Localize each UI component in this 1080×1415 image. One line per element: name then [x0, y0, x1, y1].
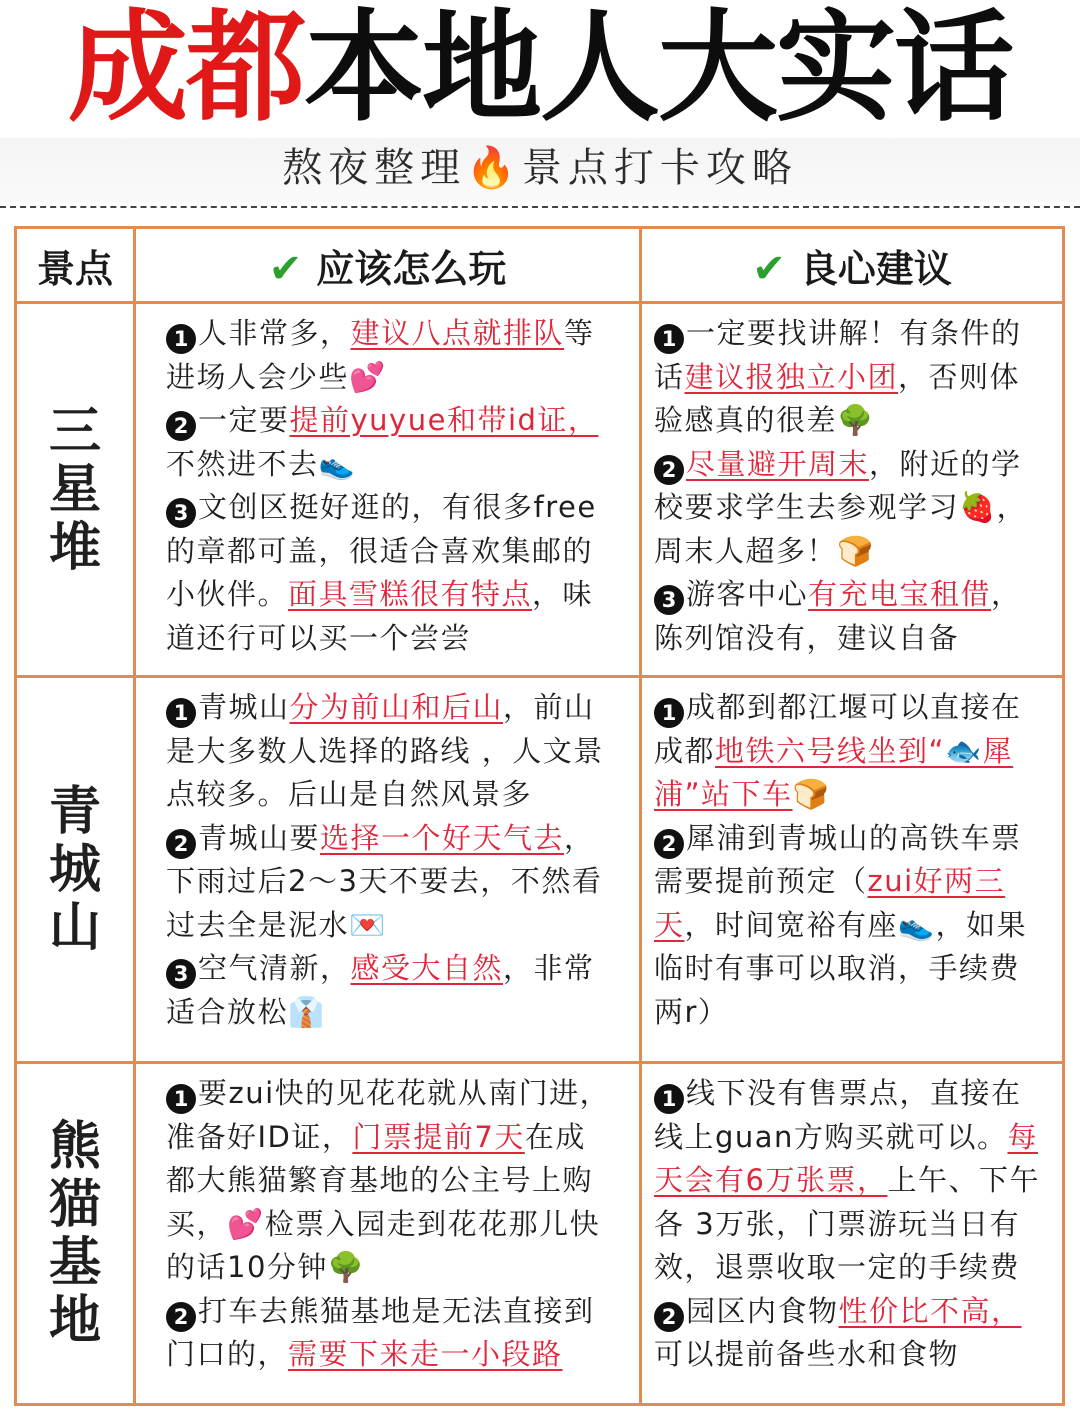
tip-highlight: 尽量避开周末	[686, 446, 870, 481]
table-row	[16, 303, 1064, 677]
tip-text: 一定要	[198, 403, 290, 437]
subtitle-text-b: 景点打卡攻略	[521, 145, 798, 191]
tip-item	[166, 1072, 613, 1290]
tip-text: 打车去熊猫基地是无法直接到门口的，	[166, 1293, 595, 1371]
tip-highlight: 每天会有6万张票，	[654, 1119, 1038, 1197]
tip-highlight: 建议八点就排队	[350, 316, 565, 350]
tip-item	[166, 947, 613, 1034]
tip-item	[654, 573, 1048, 660]
spot-cell	[16, 303, 135, 677]
table-header-row	[16, 228, 1064, 303]
tip-text: 空气清新，	[198, 951, 351, 985]
tip-number: 2	[166, 1302, 196, 1332]
play-cell	[135, 677, 641, 1063]
tip-number: 2	[166, 411, 196, 441]
tip-text: 在成都大熊猫繁育基地的公主号上购买，💕检票入园走到花花那儿快的话10分钟🌳	[166, 1119, 601, 1284]
tip-highlight: 有充电宝租借	[808, 577, 992, 611]
tip-number: 1	[166, 1084, 196, 1114]
tip-item	[654, 312, 1048, 443]
tip-number: 1	[654, 1084, 684, 1114]
advice-cell	[641, 677, 1064, 1063]
tip-text: 上午、下午各 3万张，门票游玩当日有效，退票收取一定的手续费	[654, 1163, 1040, 1284]
tip-highlight: 建议报独立小团	[684, 359, 899, 394]
tip-number: 1	[166, 698, 196, 728]
spot-name: 青城山	[48, 780, 101, 958]
tip-highlight: 感受大自然	[350, 951, 504, 985]
tip-text: ，时间宽裕有座👟，如果临时有事可以取消，手续费两r）	[654, 907, 1028, 1029]
tip-highlight: 分为前山和后山	[289, 690, 504, 724]
table-row	[16, 677, 1064, 1063]
header-play: ✔ 应该怎么玩	[135, 228, 641, 303]
tip-text: ，味道还行可以买一个尝尝	[166, 577, 594, 655]
advice-cell	[641, 303, 1064, 677]
tip-highlight: 面具雪糕很有特点	[288, 577, 533, 611]
tip-highlight: 需要下来走一小段路	[288, 1337, 563, 1371]
tip-item	[166, 399, 613, 486]
spot-name: 熊猫基地	[48, 1115, 101, 1351]
tip-text: 青城山	[198, 690, 290, 724]
tip-item	[166, 1290, 613, 1377]
tip-item	[654, 817, 1048, 1035]
advice-cell	[641, 1063, 1064, 1405]
check-icon: ✔	[268, 245, 303, 292]
check-icon: ✔	[752, 245, 786, 292]
tip-text: ，前山是大多数人选择的路线 ，人文景点较多。后山是自然风景多	[166, 690, 604, 811]
tip-text: ，下雨过后2～3天不要去，不然看过去全是泥水💌	[166, 820, 603, 942]
tip-number: 2	[654, 829, 684, 859]
tip-text: 可以提前备些水和食物	[654, 1337, 960, 1371]
tip-number: 2	[654, 455, 684, 485]
tip-number: 2	[654, 1302, 684, 1332]
tip-number: 1	[654, 698, 684, 728]
tip-text: ，否则体验感真的很差🌳	[654, 359, 1021, 437]
guide-table	[14, 226, 1065, 1406]
tip-text: 游客中心	[686, 577, 809, 611]
tip-text: 人非常多，	[198, 316, 351, 350]
tip-number: 3	[166, 498, 196, 528]
tip-text: 一定要找讲解！有条件的话	[654, 316, 1022, 394]
tip-text: 成都到都江堰可以直接在成都	[654, 690, 1022, 768]
play-cell	[135, 303, 641, 677]
tip-text: 不然进不去👟	[166, 446, 357, 481]
tip-item	[166, 817, 613, 948]
tip-highlight: 地铁六号线坐到“🐟犀浦”站下车	[654, 733, 1014, 811]
tip-item	[166, 686, 613, 817]
spot-cell	[16, 1063, 135, 1405]
tip-highlight: zui好两三天	[654, 864, 1006, 942]
tip-item	[166, 486, 613, 660]
tip-number: 1	[166, 324, 196, 354]
title-red-part: 成都	[68, 0, 304, 138]
tip-text: 青城山要	[198, 820, 321, 855]
tip-item	[166, 312, 613, 399]
tip-item	[654, 686, 1048, 817]
tip-number: 2	[166, 829, 196, 859]
tip-number: 3	[654, 585, 684, 615]
tip-text: 犀浦到青城山的高铁车票需要提前预定（	[654, 820, 1022, 898]
tip-item	[654, 1072, 1048, 1290]
tip-text: ，非常适合放松👔	[166, 951, 595, 1029]
table-row	[16, 1063, 1064, 1405]
tip-highlight: 门票提前7天	[352, 1119, 525, 1154]
tip-text: 线下没有售票点，直接在线上guan方购买就可以。	[654, 1076, 1022, 1154]
tip-number: 1	[654, 324, 684, 354]
fire-icon: 🔥	[466, 145, 522, 191]
tip-text: 文创区挺好逛的，有很多free的章都可盖，很适合喜欢集邮的小伙伴。	[166, 490, 597, 611]
subtitle-text-a: 熬夜整理	[282, 145, 467, 191]
tip-highlight: 选择一个好天气去	[320, 820, 565, 855]
page-title	[0, 0, 1080, 138]
tip-text: ，陈列馆没有，建议自备	[654, 577, 1022, 655]
tip-text: 园区内食物	[686, 1293, 839, 1328]
dashed-divider	[0, 206, 1080, 208]
tip-item	[654, 443, 1048, 574]
tip-number: 3	[166, 959, 196, 989]
play-cell	[135, 1063, 641, 1405]
subtitle	[0, 140, 1080, 196]
header-advice: ✔ 良心建议	[641, 228, 1064, 303]
tip-text: 要zui快的见花花就从南门进，准备好ID证，	[166, 1076, 611, 1154]
tip-highlight: 性价比不高，	[838, 1293, 1022, 1328]
tip-item	[654, 1290, 1048, 1377]
spot-cell	[16, 677, 135, 1063]
title-black-part: 本地人大实话	[304, 0, 1012, 138]
tip-text: ，附近的学校要求学生去参观学习🍓，周末人超多！🍞	[654, 446, 1028, 568]
tip-highlight: 提前yuyue和带id证，	[289, 403, 599, 437]
header-spot: 景点	[16, 228, 135, 303]
spot-name: 三星堆	[48, 400, 101, 578]
tip-text: 🍞	[792, 777, 831, 811]
tip-text: 等进场人会少些💕	[166, 316, 595, 394]
